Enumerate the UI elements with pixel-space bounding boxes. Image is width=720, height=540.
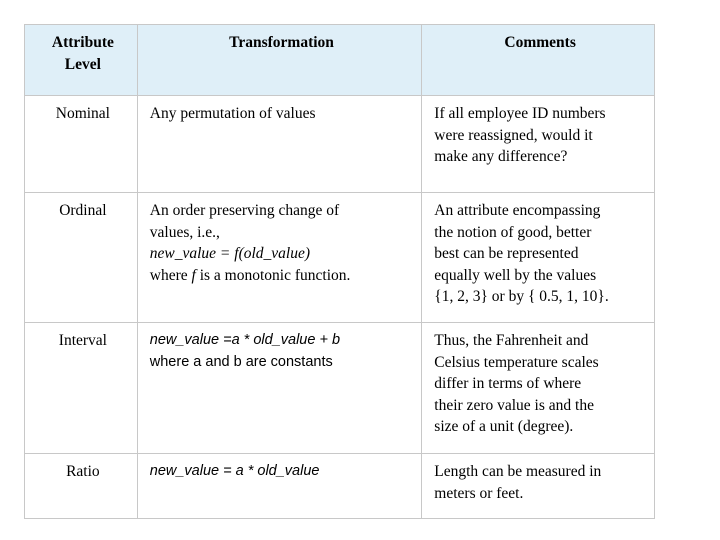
header-attribute-level: Attribute Level bbox=[25, 25, 138, 96]
table-row-interval bbox=[25, 323, 655, 454]
header-row bbox=[25, 25, 655, 96]
ratio-formula: new_value = a * old_value bbox=[149, 463, 320, 479]
comments-cell: Thus, the Fahrenheit and Celsius temperature scales differ in terms of where their zero value is and the size of a unit (degree). bbox=[422, 323, 655, 454]
transformation-cell: An order preserving change of values, i.e., new_value = f(old_value) where f is a monotonic function. bbox=[137, 193, 422, 323]
level-cell: Ratio bbox=[25, 454, 138, 519]
transformation-cell: Any permutation of values bbox=[137, 96, 422, 193]
table-row-ordinal bbox=[25, 193, 655, 323]
table-row-ratio bbox=[25, 454, 655, 519]
comments-cell: An attribute encompassing the notion of good, better best can be represented equally well by the values {1, 2, 3} or by { 0.5, 1, 10}. bbox=[422, 193, 655, 323]
transformation-cell bbox=[137, 454, 422, 519]
level-cell: Nominal bbox=[25, 96, 138, 193]
attribute-transformation-table bbox=[24, 24, 655, 519]
comments-cell: Length can be measured in meters or feet. bbox=[422, 454, 655, 519]
transformation-cell: new_value =a * old_value + b where a and b are constants bbox=[137, 323, 422, 454]
header-transformation: Transformation bbox=[137, 25, 422, 96]
level-cell: Interval bbox=[25, 323, 138, 454]
comments-cell: If all employee ID numbers were reassigned, would it make any difference? bbox=[422, 96, 655, 193]
interval-formula: new_value =a * old_value + b bbox=[149, 332, 341, 348]
level-cell: Ordinal bbox=[25, 193, 138, 323]
header-comments: Comments bbox=[422, 25, 655, 96]
table-header bbox=[25, 25, 655, 96]
table-row-nominal bbox=[25, 96, 655, 193]
ordinal-formula: new_value = f(old_value) bbox=[149, 245, 311, 262]
